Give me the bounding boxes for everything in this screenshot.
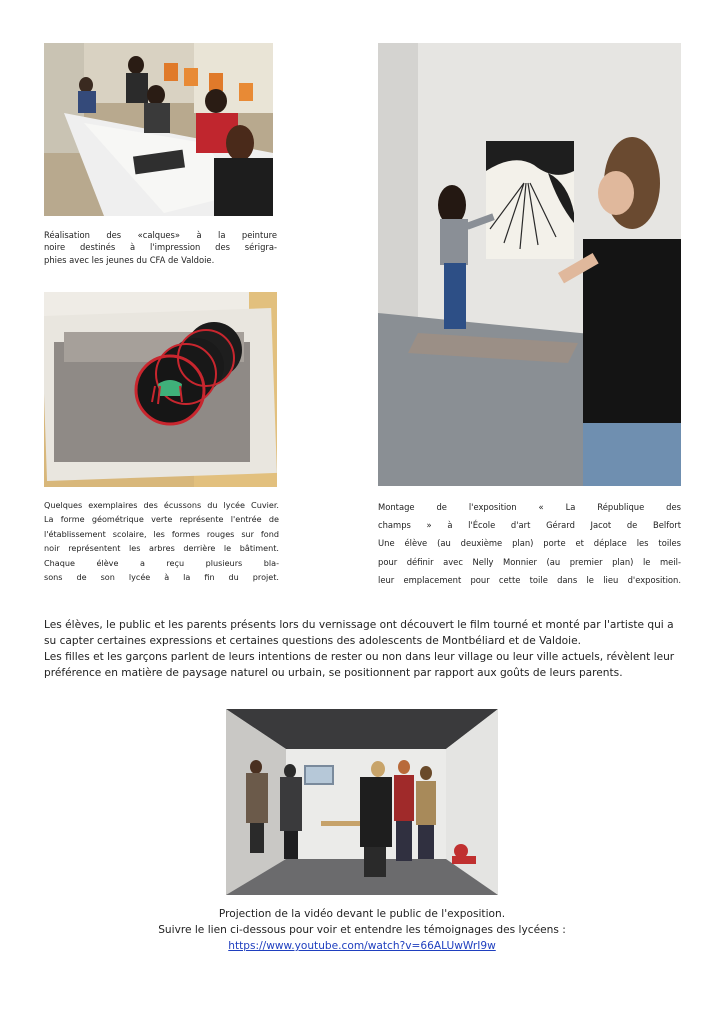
caption-line: leur emplacement pour cette toile dans le lieu d'exposition. [378,574,681,585]
caption-line: pour définir avec Nelly Monnier (au premier plan) le meil- [378,556,681,567]
caption-montage [378,498,681,589]
caption-line: l'établissement scolaire, les formes rouges sur fond [44,528,279,539]
caption-line: Montage de l'exposition « La République des [378,502,681,512]
caption-line: La forme géométrique verte représente l'entrée de [44,514,279,525]
paragraph: Les élèves, le public et les parents présents lors du vernissage ont découvert le film tourné et monté par l'artiste qui a su capter certaines expressions et certaines questions des adolescents de Montbéliard et de Valdoie. [44,619,674,647]
caption-calques [44,229,277,266]
projection-caption [100,906,624,954]
caption-ecussons [44,498,279,584]
youtube-link[interactable]: https://www.youtube.com/watch?v=66ALUwWrI9w [228,940,496,952]
caption-line: Chaque élève a reçu plusieurs bla- [44,557,279,568]
caption-line: Une élève (au deuxième plan) porte et déplace les toiles [378,538,681,549]
caption-line: champs » à l'École d'art Gérard Jacot de Belfort [378,520,681,531]
projection-line-2: Suivre le lien ci-dessous pour voir et entendre les témoignages des lycéens : [158,924,566,936]
caption-line: Quelques exemplaires des écussons du lycée Cuvier. [44,500,279,510]
caption-line: Réalisation des «calques» à la peinture [44,230,277,240]
body-text [44,617,682,681]
projection-line-1: Projection de la vidéo devant le public de l'exposition. [218,908,506,920]
classroom-photo [44,43,273,216]
paragraph: Les filles et les garçons parlent de leurs intentions de rester ou non dans leur village ou leur ville actuels, révèlent leur préférence en matière de paysage naturel ou urbain, se positionnent par rapport aux goûts de leurs parents. [44,651,675,679]
screening-photo [226,709,498,895]
installation-photo [378,43,681,486]
caption-line: noir représentent les arbres derrière le bâtiment. [44,543,279,554]
badges-photo [44,292,277,487]
caption-line: phies avec les jeunes du CFA de Valdoie. [44,254,215,265]
caption-line: sons de son lycée à la fin du projet. [44,572,279,583]
caption-line: noire destinés à l'impression des sérigra- [44,242,277,253]
